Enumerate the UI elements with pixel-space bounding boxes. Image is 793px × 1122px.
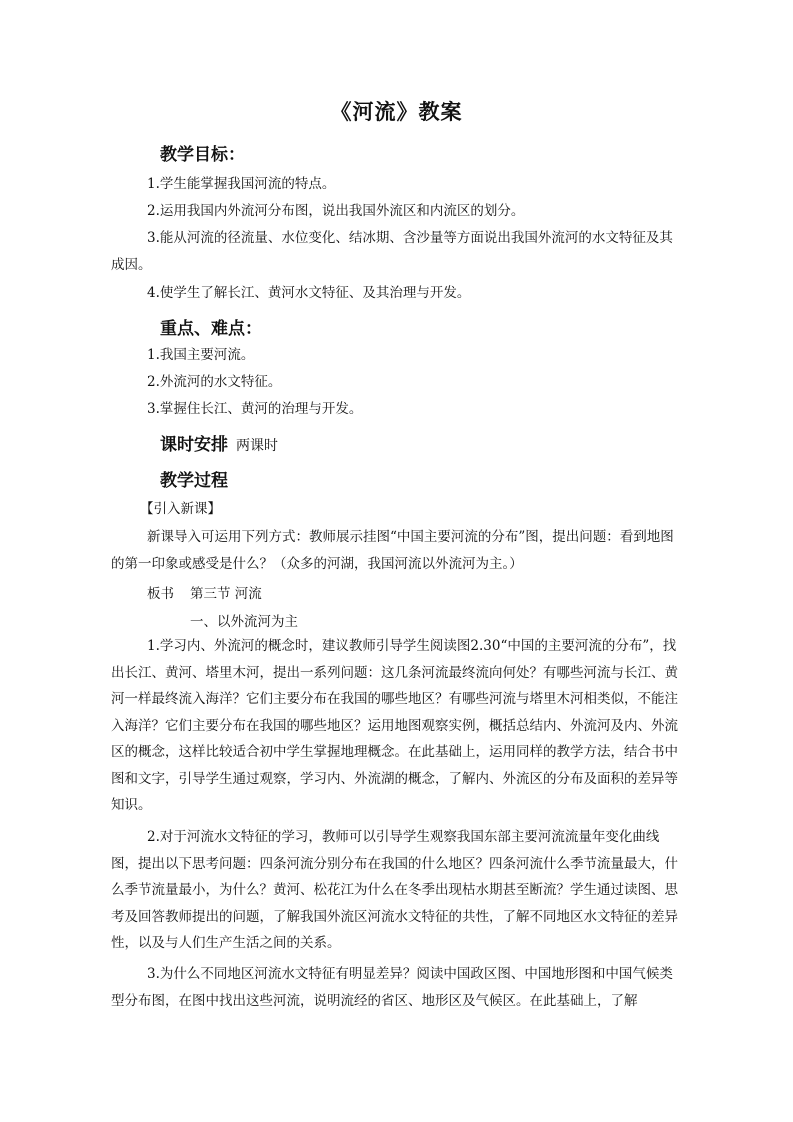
intro-text: 新课导入可运用下列方式：教师展示挂图“中国主要河流的分布”图，提出问题：看到地图的第一印象或感受是什么？（众多的河湖，我国河流以外流河为主。） bbox=[111, 529, 674, 572]
process-paragraph: 2.对于河流水文特征的学习，教师可以引导学生观察我国东部主要河流流量年变化曲线图，提出以下思考问题：四条河流分别分布在我国的什么地区？四条河流什么季节流量最大，什么季节流量最小，为什么？黄河、松花江为什么在冬季出现枯水期甚至断流？学生通过读图、思考及回答教师提出的问题，了解我国外流区河流水文特征的共性，了解不同地区水文特征的差异性，以及与人们生产生活之间的关系。 bbox=[111, 829, 678, 951]
goal-item: 2.运用我国内外流河分布图，说出我国外流区和内流区的划分。 bbox=[147, 203, 525, 219]
goal-item: 1.学生能掌握我国河流的特点。 bbox=[147, 176, 336, 192]
key-point-item: 1.我国主要河流。 bbox=[147, 347, 255, 363]
process-paragraph: 1.学习内、外流河的概念时，建议教师引导学生阅读图2.30“中国的主要河流的分布”，找出长江、黄河、塔里木河，提出一系列问题：这几条河流最终流向何处？有哪些河流与长江、黄河一样最终流入海洋？它们主要分布在我国的哪些地区？有哪些河流与塔里木河相类似，不能注入海洋？它们主要分布在我国的哪些地区？运用地图观察实例，概括总结内、外流河及内、外流区的概念，这样比较适合初中学生掌握地理概念。在此基础上，运用同样的教学方法，结合书中图和文字，引导学生通过观察，学习内、外流湖的概念，了解内、外流区的分布及面积的差异等知识。 bbox=[111, 638, 678, 813]
board-subsection: 一、以外流河为主 bbox=[190, 614, 298, 630]
schedule-heading bbox=[160, 430, 278, 455]
process-heading: 教学过程 bbox=[160, 471, 228, 491]
key-points-heading: 重点、难点： bbox=[160, 319, 262, 339]
board-label: 板书 bbox=[147, 586, 174, 602]
intro-label: 【引入新课】 bbox=[140, 501, 221, 517]
document-title: 《河流》教案 bbox=[330, 99, 463, 124]
schedule-value: 两课时 bbox=[236, 438, 278, 454]
schedule-label: 课时安排 bbox=[160, 435, 228, 455]
board-section: 第三节 河流 bbox=[190, 586, 262, 602]
key-point-item: 2.外流河的水文特征。 bbox=[147, 374, 282, 390]
key-point-item: 3.掌握住长江、黄河的治理与开发。 bbox=[147, 401, 363, 417]
goal-item: 4.使学生了解长江、黄河水文特征、及其治理与开发。 bbox=[147, 285, 471, 301]
goal-item: 3.能从河流的径流量、水位变化、结冰期、含沙量等方面说出我国外流河的水文特征及其成因。 bbox=[111, 230, 673, 273]
goals-heading: 教学目标： bbox=[160, 145, 245, 165]
process-paragraph: 3.为什么不同地区河流水文特征有明显差异？阅读中国政区图、中国地形图和中国气候类型分布图，在图中找出这些河流，说明流经的省区、地形区及气候区。在此基础上，了解 bbox=[111, 966, 673, 1009]
